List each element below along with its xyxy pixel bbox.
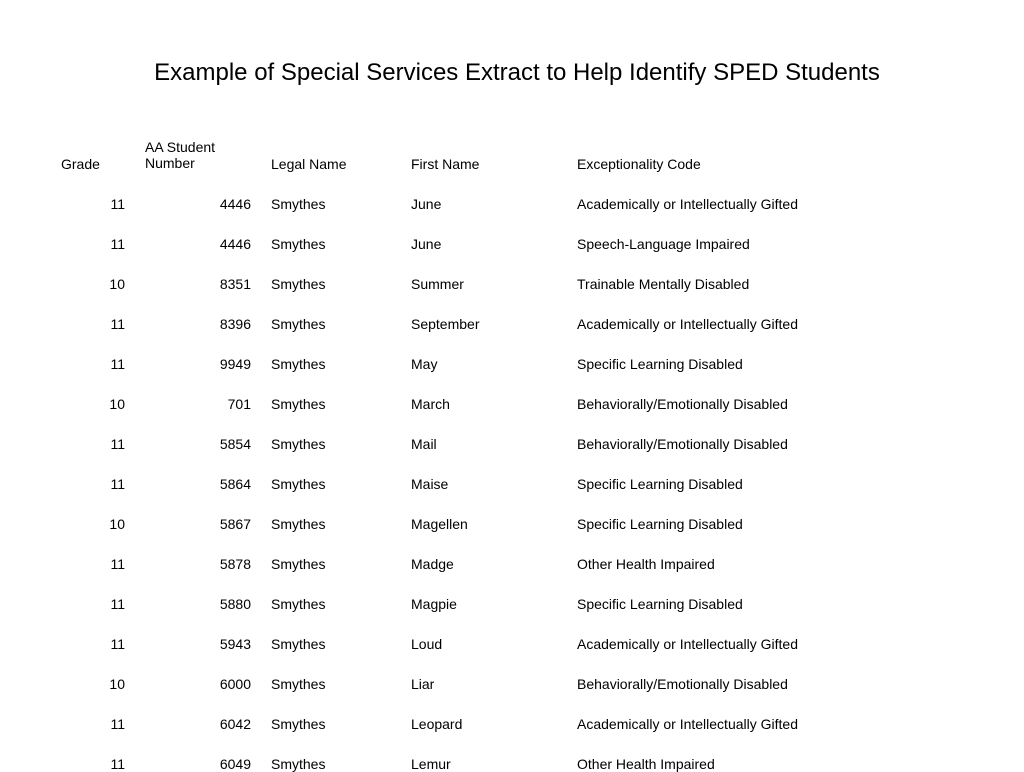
- cell-grade: 11: [110, 756, 125, 772]
- cell-first-name: Maise: [411, 476, 449, 492]
- cell-grade: 11: [110, 316, 125, 332]
- cell-legal-name: Smythes: [271, 556, 326, 572]
- cell-exceptionality-code: Academically or Intellectually Gifted: [577, 636, 798, 652]
- cell-legal-name: Smythes: [271, 516, 326, 532]
- cell-student-number: 5864: [219, 476, 251, 492]
- header-exceptionality-code: Exceptionality Code: [577, 156, 701, 172]
- cell-legal-name: Smythes: [271, 596, 326, 612]
- cell-grade: 11: [110, 596, 125, 612]
- cell-exceptionality-code: Behaviorally/Emotionally Disabled: [577, 676, 788, 692]
- cell-first-name: Mail: [411, 436, 437, 452]
- cell-first-name: Lemur: [411, 756, 451, 772]
- cell-grade: 10: [109, 396, 125, 412]
- cell-first-name: Liar: [411, 676, 435, 692]
- cell-first-name: Loud: [411, 636, 443, 652]
- cell-legal-name: Smythes: [271, 476, 326, 492]
- cell-legal-name: Smythes: [271, 756, 326, 772]
- cell-grade: 10: [109, 516, 125, 532]
- cell-grade: 10: [109, 676, 125, 692]
- cell-legal-name: Smythes: [271, 276, 326, 292]
- cell-student-number: 5854: [219, 436, 251, 452]
- cell-first-name: September: [411, 316, 480, 332]
- cell-first-name: Magpie: [411, 596, 457, 612]
- cell-grade: 11: [110, 196, 125, 212]
- cell-legal-name: Smythes: [271, 636, 326, 652]
- cell-first-name: May: [411, 356, 438, 372]
- cell-first-name: June: [411, 196, 442, 212]
- cell-first-name: March: [411, 396, 450, 412]
- header-grade: Grade: [61, 156, 100, 172]
- cell-first-name: June: [411, 236, 442, 252]
- cell-student-number: 8396: [219, 316, 251, 332]
- cell-exceptionality-code: Speech-Language Impaired: [577, 236, 750, 252]
- cell-exceptionality-code: Specific Learning Disabled: [577, 516, 743, 532]
- cell-exceptionality-code: Specific Learning Disabled: [577, 356, 743, 372]
- cell-student-number: 8351: [219, 276, 251, 292]
- cell-grade: 10: [109, 276, 125, 292]
- cell-exceptionality-code: Trainable Mentally Disabled: [577, 276, 750, 292]
- cell-student-number: 5867: [219, 516, 251, 532]
- cell-legal-name: Smythes: [271, 436, 326, 452]
- cell-grade: 11: [110, 716, 125, 732]
- cell-exceptionality-code: Behaviorally/Emotionally Disabled: [577, 436, 788, 452]
- cell-legal-name: Smythes: [271, 396, 326, 412]
- header-first-name: First Name: [411, 156, 480, 172]
- cell-grade: 11: [110, 556, 125, 572]
- cell-grade: 11: [110, 476, 125, 492]
- cell-legal-name: Smythes: [271, 716, 326, 732]
- cell-student-number: 6000: [219, 676, 251, 692]
- cell-exceptionality-code: Academically or Intellectually Gifted: [577, 316, 798, 332]
- cell-exceptionality-code: Specific Learning Disabled: [577, 476, 743, 492]
- cell-exceptionality-code: Other Health Impaired: [577, 756, 715, 772]
- header-legal-name: Legal Name: [271, 156, 347, 172]
- cell-first-name: Summer: [411, 276, 464, 292]
- cell-grade: 11: [110, 636, 125, 652]
- cell-exceptionality-code: Other Health Impaired: [577, 556, 715, 572]
- cell-student-number: 6042: [219, 716, 251, 732]
- cell-student-number: 9949: [219, 356, 251, 372]
- cell-grade: 11: [110, 356, 125, 372]
- cell-legal-name: Smythes: [271, 316, 326, 332]
- page-title: Example of Special Services Extract to Help Identify SPED Students: [154, 59, 880, 86]
- cell-student-number: 701: [227, 396, 251, 412]
- cell-first-name: Magellen: [411, 516, 468, 532]
- cell-student-number: 5880: [219, 596, 251, 612]
- cell-grade: 11: [110, 436, 125, 452]
- cell-first-name: Madge: [411, 556, 454, 572]
- cell-exceptionality-code: Academically or Intellectually Gifted: [577, 196, 798, 212]
- cell-legal-name: Smythes: [271, 236, 326, 252]
- cell-legal-name: Smythes: [271, 676, 326, 692]
- cell-exceptionality-code: Behaviorally/Emotionally Disabled: [577, 396, 788, 412]
- cell-exceptionality-code: Academically or Intellectually Gifted: [577, 716, 798, 732]
- cell-student-number: 5943: [219, 636, 251, 652]
- cell-student-number: 4446: [219, 236, 251, 252]
- cell-student-number: 4446: [219, 196, 251, 212]
- cell-student-number: 5878: [219, 556, 251, 572]
- cell-student-number: 6049: [219, 756, 251, 772]
- header-student-number: AA Student Number: [145, 139, 216, 171]
- cell-first-name: Leopard: [411, 716, 463, 732]
- cell-grade: 11: [110, 236, 125, 252]
- cell-exceptionality-code: Specific Learning Disabled: [577, 596, 743, 612]
- cell-legal-name: Smythes: [271, 356, 326, 372]
- cell-legal-name: Smythes: [271, 196, 326, 212]
